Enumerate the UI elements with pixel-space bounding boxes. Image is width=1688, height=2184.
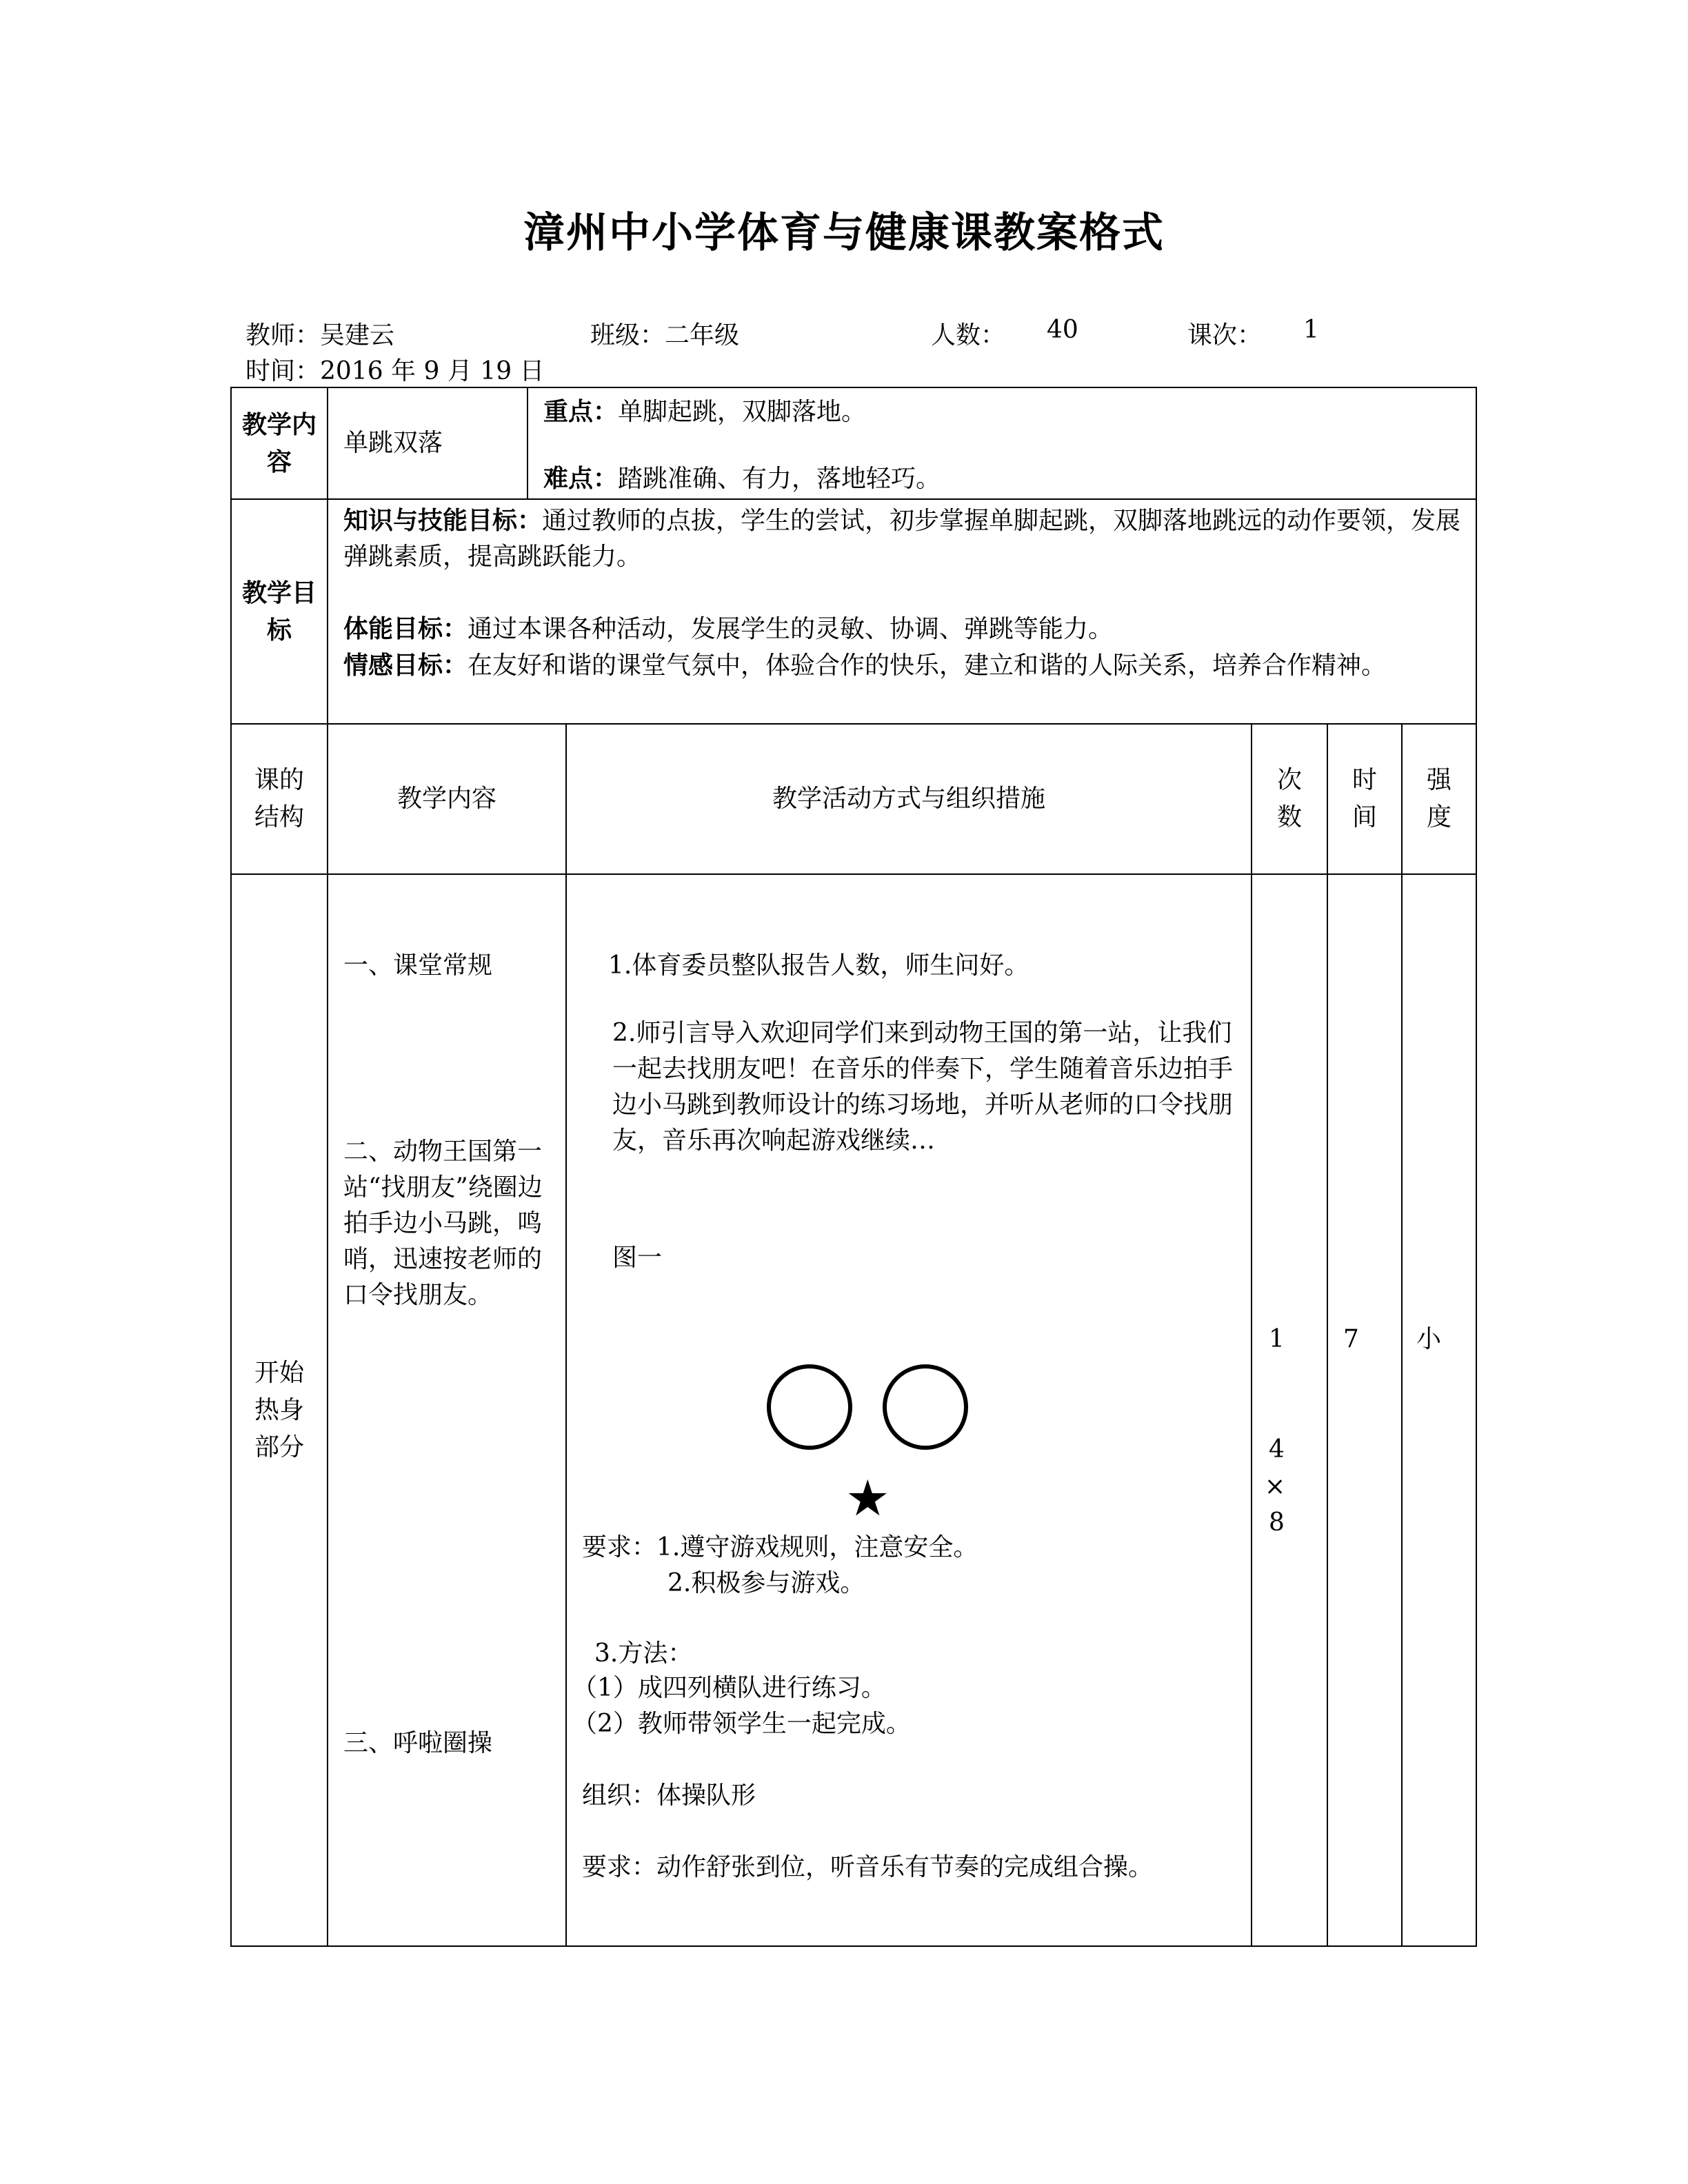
- warmup-content-cell: [328, 874, 566, 1946]
- times-cell: [1252, 874, 1327, 1946]
- duration-value: 7: [1343, 1325, 1359, 1353]
- difficulty-text: 踏跳准确、有力，落地轻巧。: [618, 465, 941, 493]
- goals-cell: [328, 499, 1476, 724]
- structure-warmup: 开始热身部分: [231, 874, 328, 1946]
- duration-cell: [1327, 874, 1402, 1946]
- count-value: 40: [1047, 316, 1078, 344]
- times-value-2: 4: [1269, 1435, 1285, 1464]
- intensity-value: 小: [1416, 1325, 1442, 1353]
- warmup-activity-cell: [566, 874, 1252, 1946]
- method-1: （1）成四列横队进行练习。: [572, 1674, 886, 1702]
- header-times: 次数: [1252, 724, 1327, 874]
- count-label: 人数：: [931, 321, 1006, 350]
- times-value-1: 1: [1269, 1325, 1285, 1353]
- times-multiply: ×: [1265, 1473, 1286, 1501]
- key-point-text: 单脚起跳，双脚落地。: [618, 398, 867, 426]
- knowledge-goal-text: 通过教师的点拔，学生的尝试，初步掌握单脚起跳，双脚落地跳远的动作要领，发展弹跳素质，提高跳跃能力。: [343, 507, 1461, 571]
- content-item-find-friends: 二、动物王国第一站“找朋友”绕圈边拍手边小马跳，鸣哨，迅速按老师的口令找朋友。: [343, 1138, 543, 1309]
- content-row-label: 教学内容: [231, 387, 328, 499]
- method-title: 3.方法：: [594, 1639, 693, 1668]
- lesson-label: 课次：: [1187, 321, 1263, 350]
- goals-row: [231, 499, 1476, 724]
- header-structure: 课的结构: [231, 724, 328, 874]
- star-icon: ★: [845, 1469, 890, 1527]
- content-row: [231, 387, 1476, 499]
- method-2: （2）教师带领学生一起完成。: [572, 1710, 911, 1738]
- circle-icon: [883, 1364, 968, 1450]
- activity-step-2: 2.师引言导入欢迎同学们来到动物王国的第一站，让我们一起去找朋友吧！在音乐的伴奏下，学生随着音乐边拍手边小马跳到教师设计的练习场地，并听从老师的口令找朋友，音乐再次响起游戏继续…: [612, 1019, 1234, 1155]
- lesson-plan-table: [230, 387, 1477, 1947]
- organization-text: 组织：体操队形: [582, 1781, 756, 1810]
- content-item-routine: 一、课堂常规: [343, 951, 493, 980]
- header-activity: 教学活动方式与组织措施: [566, 724, 1252, 874]
- activity-step-1: 1.体育委员整队报告人数，师生问好。: [608, 951, 1029, 980]
- emotion-goal-text: 在友好和谐的课堂气氛中，体验合作的快乐，建立和谐的人际关系，培养合作精神。: [468, 651, 1387, 680]
- requirement-1: 要求：1.遵守游戏规则，注意安全。: [582, 1533, 978, 1561]
- page-title: 漳州中小学体育与健康课教案格式: [523, 209, 1165, 257]
- emotion-goal-label: 情感目标：: [343, 651, 468, 680]
- header-row: [231, 724, 1476, 874]
- header-content: 教学内容: [328, 724, 566, 874]
- header-intensity: 强度: [1402, 724, 1476, 874]
- key-point-label: 重点：: [543, 397, 619, 426]
- circle-icon: [767, 1364, 852, 1450]
- class-field: 班级：二年级: [590, 321, 740, 350]
- physical-goal-label: 体能目标：: [343, 614, 468, 643]
- header-duration: 时间: [1327, 724, 1402, 874]
- content-value: 单跳双落: [328, 387, 528, 499]
- time-field: 时间：2016 年 9 月 19 日: [245, 357, 545, 385]
- lesson-value: 1: [1303, 316, 1319, 344]
- teacher-field: 教师：吴建云: [245, 321, 395, 350]
- figure-label: 图一: [612, 1244, 663, 1272]
- requirement-2: 2.积极参与游戏。: [667, 1569, 865, 1597]
- difficulty-label: 难点：: [543, 464, 619, 493]
- times-value-3: 8: [1269, 1508, 1285, 1537]
- intensity-cell: [1402, 874, 1476, 1946]
- physical-goal-text: 通过本课各种活动，发展学生的灵敏、协调、弹跳等能力。: [468, 615, 1114, 643]
- knowledge-goal-label: 知识与技能目标：: [343, 506, 543, 535]
- content-item-hoop-exercise: 三、呼啦圈操: [343, 1729, 493, 1757]
- requirement-exercise: 要求：动作舒张到位，听音乐有节奏的完成组合操。: [582, 1853, 1154, 1881]
- warmup-row: [231, 874, 1476, 1946]
- goals-row-label: 教学目标: [231, 499, 328, 724]
- focus-cell: [528, 387, 1476, 499]
